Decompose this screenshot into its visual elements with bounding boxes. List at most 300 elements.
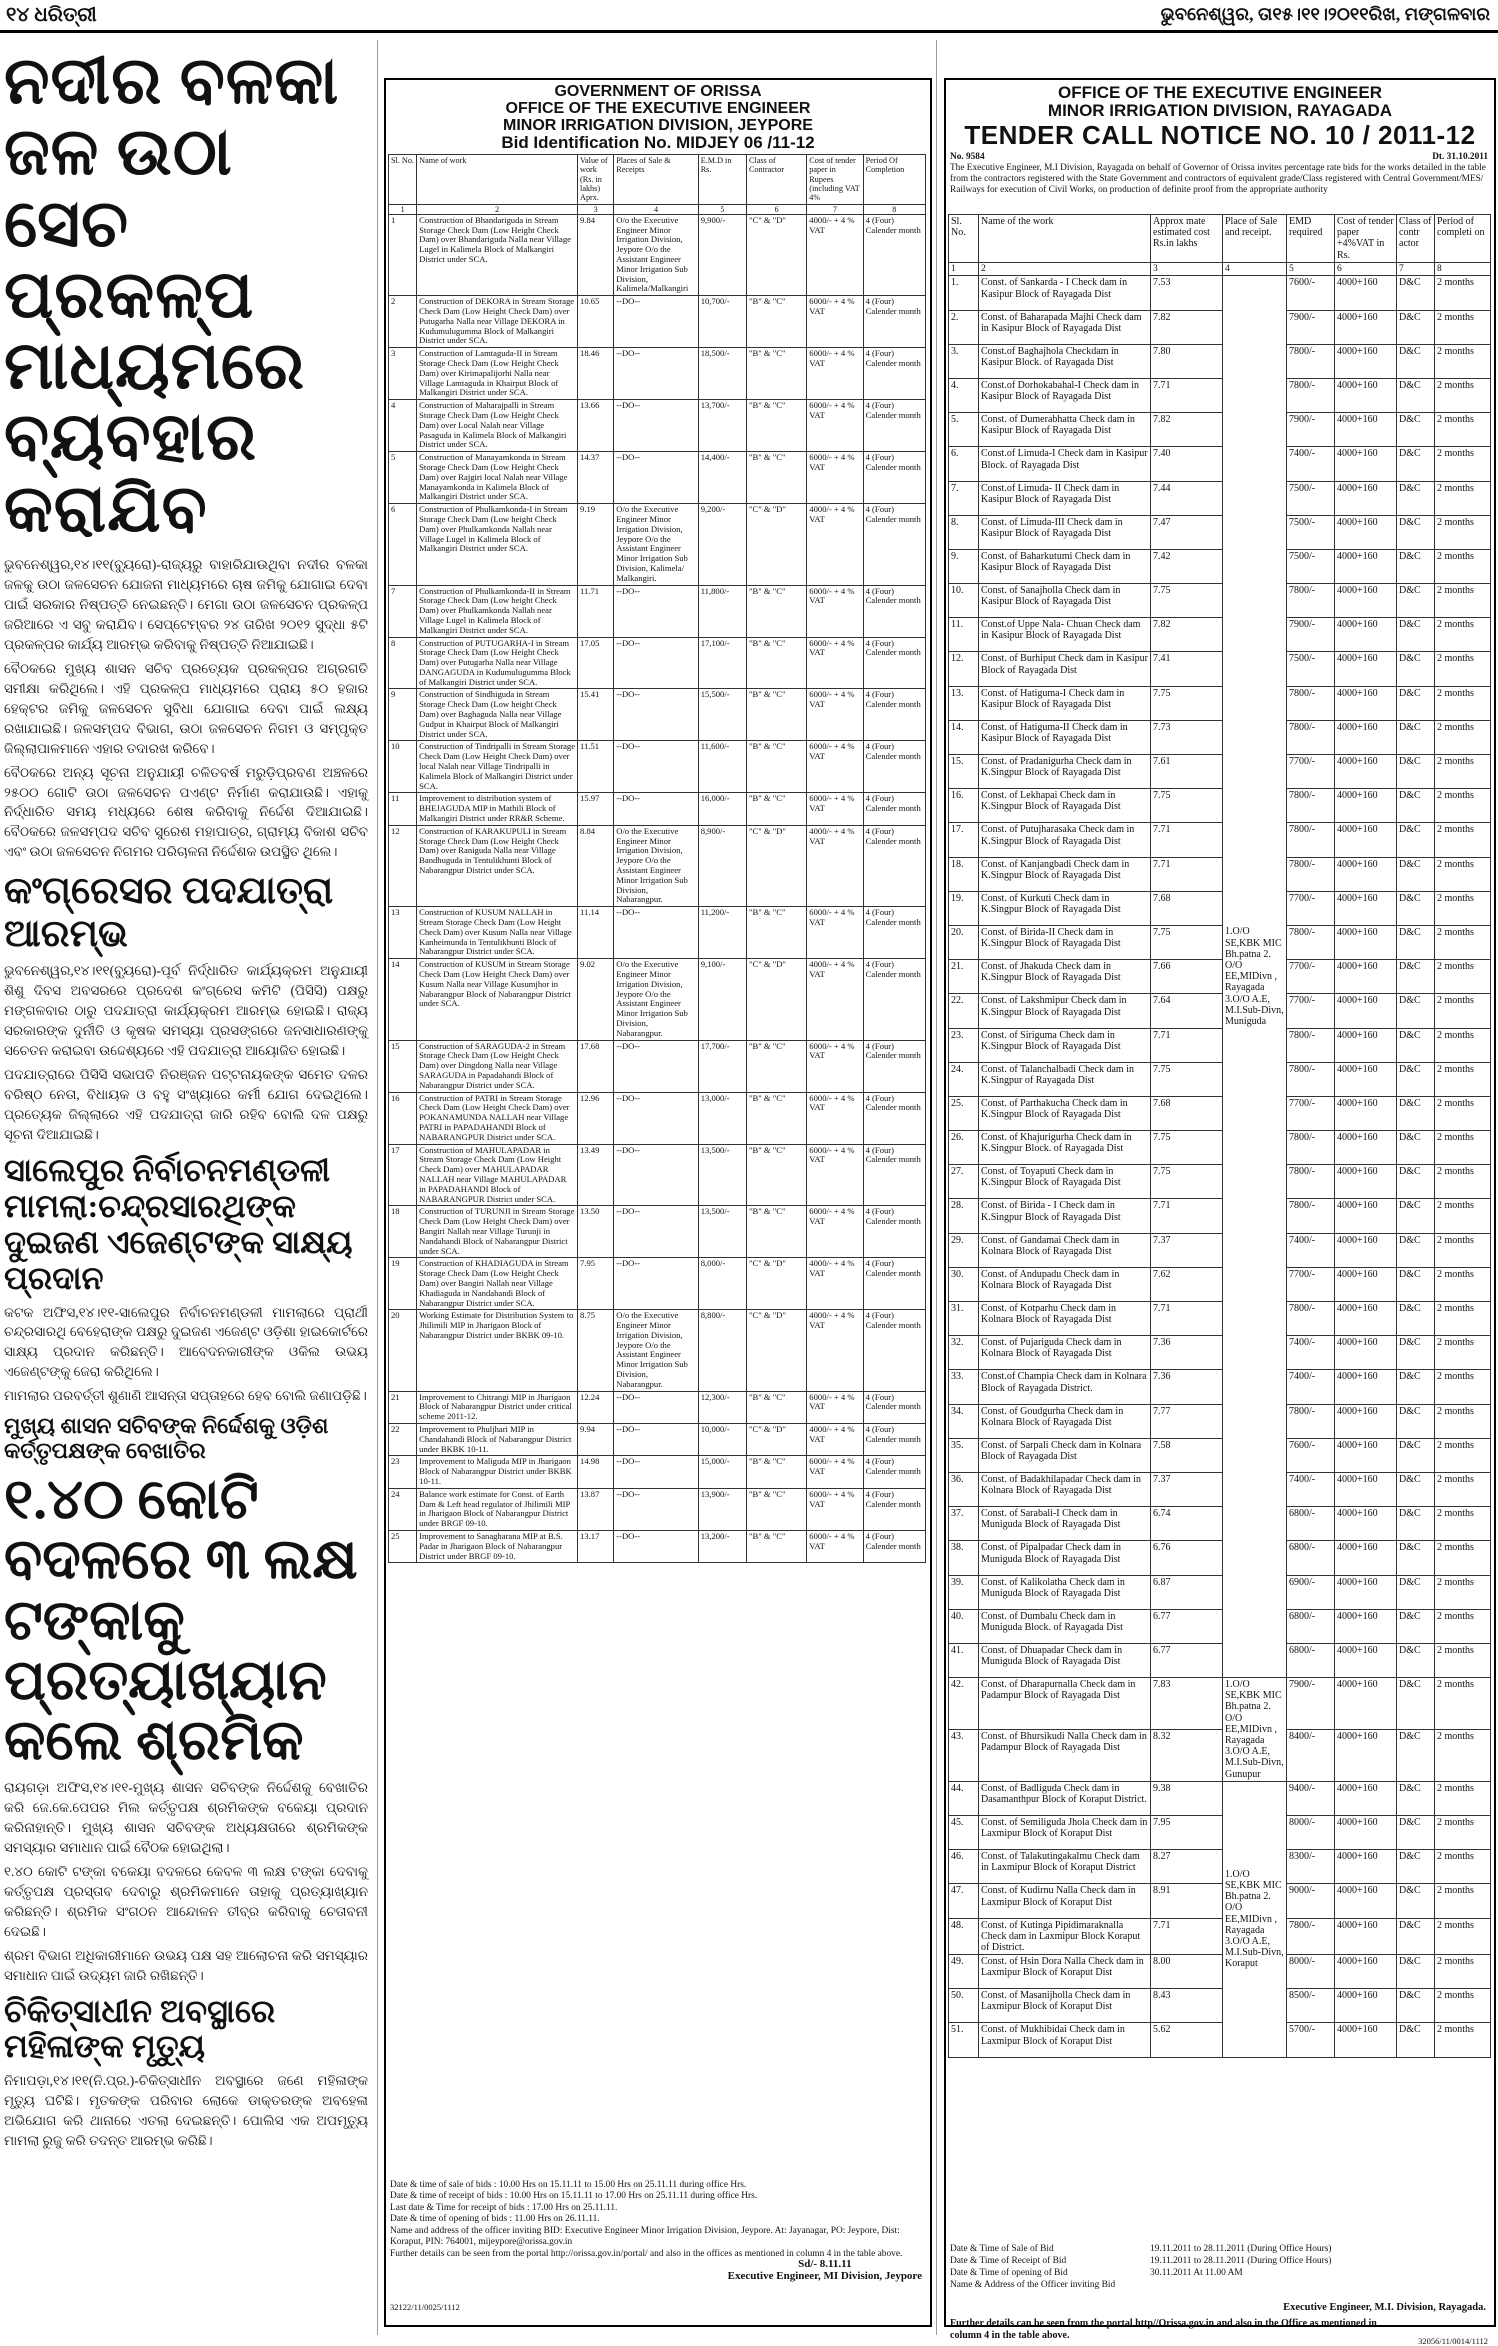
table-cell-tp: 4000+160 (1335, 686, 1397, 720)
table-row (949, 1096, 1491, 1130)
table-cell-period: 4 (Four) Calender month (863, 741, 925, 793)
table-cell-emd: 8400/- (1287, 1729, 1335, 1781)
table-cell-tp: 4000+160 (1335, 549, 1397, 583)
table-cell-cost: 6000/- + 4 % VAT (807, 741, 863, 793)
table-cell-cost: 8.91 (1151, 1884, 1223, 1918)
table-row (949, 1199, 1491, 1233)
table-cell-cls: D&C (1397, 1404, 1435, 1438)
table-cell-cost: 7.73 (1151, 720, 1223, 754)
table-cell-sl: 38. (949, 1541, 979, 1575)
column-header: Class of Contractor (746, 155, 806, 205)
table-cell-cls: "B" & "C" (746, 452, 806, 504)
table-row (389, 1310, 926, 1391)
table-cell-emd: 7400/- (1287, 1472, 1335, 1506)
table-cell-cls: D&C (1397, 1370, 1435, 1404)
table-cell-emd: 7700/- (1287, 1096, 1335, 1130)
table-cell-emd: 13,500/- (698, 1206, 746, 1258)
table-cell-work: Const. of Kalikolatha Check dam in Muniguda Block of Rayagada Dist (979, 1575, 1151, 1609)
table-row (389, 793, 926, 825)
table-cell-place: --DO-- (614, 585, 698, 637)
story-paragraph: ୧.୪୦ କୋଟି ଟଙ୍କା ବକେୟା ବଦଳରେ କେବଳ ୩ ଲକ୍ଷ ଟଙ୍କା ଦେବାକୁ କର୍ତ୍ତୃପକ୍ଷ ପ୍ରସ୍ତାବ ଦେବାରୁ ଶ୍ରମିକମାନେ ତାହାକୁ ପ୍ରତ୍ୟାଖ୍ୟାନ କରିଛନ୍ତି। ଶ୍ରମିକ ସଂଗଠନ ଆନ୍ଦୋଳନ ତୀବ୍ର କରିବାକୁ ଚେତାବନୀ ଦେଇଛି। (4, 1863, 368, 1939)
table-cell-cost: 4000/- + 4 % VAT (807, 825, 863, 906)
table-cell-sl: 12 (389, 825, 417, 906)
table-cell-work: Const. of Kanjangbadi Check dam in K.Singpur Block of Rayagada Dist (979, 857, 1151, 891)
signature-title: Executive Engineer, M.I. Division, Rayagada. (1283, 2302, 1486, 2313)
table-cell-work: Const. of Badakhilapadar Check dam in Kolnara Block of Rayagada Dist (979, 1472, 1151, 1506)
column-numbers (389, 204, 926, 214)
table-cell-cost: 7.68 (1151, 1096, 1223, 1130)
column-number: 4 (614, 204, 698, 214)
table-cell-period: 2 months (1435, 1028, 1491, 1062)
table-row (949, 857, 1491, 891)
table-cell-emd: 7800/- (1287, 789, 1335, 823)
table-cell-cls: D&C (1397, 584, 1435, 618)
table-cell-work: Construction of KARAKUPULI in Stream Storage Check Dam (Low Height Check Dam) over Raniguda Nalla near Village Bandhuguda in Tentulikhunti Block of Nabarangpur District under SCA. (417, 825, 578, 906)
table-cell-value: 13.66 (578, 400, 614, 452)
title-office: OFFICE OF THE EXECUTIVE ENGINEER (505, 99, 811, 117)
table-cell-emd: 10,000/- (698, 1424, 746, 1456)
table-cell-cost: 7.71 (1151, 1918, 1223, 1955)
table-cell-cost: 6000/- + 4 % VAT (807, 907, 863, 959)
table-cell-value: 7.95 (578, 1258, 614, 1310)
table-cell-cost: 6000/- + 4 % VAT (807, 1531, 863, 1563)
table-cell-period: 4 (Four) Calender month (863, 793, 925, 825)
table-cell-period: 2 months (1435, 1267, 1491, 1301)
table-row (949, 2023, 1491, 2057)
column-header: EMD required (1287, 215, 1335, 263)
table-row (949, 1729, 1491, 1781)
table-cell-sl: 15. (949, 755, 979, 789)
table-cell-cost: 7.47 (1151, 515, 1223, 549)
table-cell-tp: 4000+160 (1335, 1233, 1397, 1267)
table-cell-period: 4 (Four) Calender month (863, 452, 925, 504)
tender-table-wrap (948, 214, 1490, 2058)
table-cell-cost: 8.27 (1151, 1850, 1223, 1884)
table-cell-emd: 8,800/- (698, 1310, 746, 1391)
table-cell-cost: 6000/- + 4 % VAT (807, 1488, 863, 1530)
table-cell-period: 2 months (1435, 1989, 1491, 2023)
column-number: 8 (863, 204, 925, 214)
table-cell-period: 2 months (1435, 857, 1491, 891)
headline-congress: କଂଗ୍ରେସର ପଦଯାତ୍ରା ଆରମ୍ଭ (4, 870, 334, 955)
table-cell-work: Construction of MAHULAPADAR in Stream Storage Check Dam (Low Height Check Dam) over MAHULAPADAR NALLAH near Village MAHULAPADAR in PAPADAHANDI Block of NABARANGPUR District under SCA. (417, 1144, 578, 1206)
table-cell-work: Const. of Lakshmipur Check dam in K.Singpur Block of Rayagada Dist (979, 994, 1151, 1028)
table-cell-cls: "C" & "D" (746, 1424, 806, 1456)
table-cell-emd: 18,500/- (698, 348, 746, 400)
table-cell-cost: 7.75 (1151, 1131, 1223, 1165)
table-cell-period: 2 months (1435, 1729, 1491, 1781)
tender-table (948, 214, 1491, 2058)
table-cell-emd: 7800/- (1287, 1131, 1335, 1165)
table-cell-work: Const. of Kudirnu Nalla Check dam in Laxmipur Block of Koraput Dist (979, 1884, 1151, 1918)
table-cell-cost: 6.77 (1151, 1609, 1223, 1643)
table-cell-cls: D&C (1397, 789, 1435, 823)
table-cell-cls: D&C (1397, 1062, 1435, 1096)
table-cell-value: 12.24 (578, 1391, 614, 1423)
table-row (389, 689, 926, 741)
table-cell-work: Construction of PATRI in Stream Storage Check Dam (Low Height Check Dam) over POKANAMUNDA NALLAH near Village PATRI in PAPADAHANDI Block of NABARANGPUR District under SCA. (417, 1092, 578, 1144)
table-row (949, 584, 1491, 618)
table-cell-period: 2 months (1435, 344, 1491, 378)
table-cell-tp: 4000+160 (1335, 1472, 1397, 1506)
column-number: 5 (698, 204, 746, 214)
table-cell-cls: D&C (1397, 1199, 1435, 1233)
table-cell-place: --DO-- (614, 689, 698, 741)
table-cell-period: 2 months (1435, 891, 1491, 925)
table-cell-value: 18.46 (578, 348, 614, 400)
table-cell-period: 2 months (1435, 686, 1491, 720)
title-division: MINOR IRRIGATION DIVISION, RAYAGADA (1047, 100, 1393, 120)
table-cell-cost: 6000/- + 4 % VAT (807, 637, 863, 689)
table-cell-work: Improvement to Sanagharana MIP at B.S. Padar in Jharigaon Block of Nabarangpur District under BRGF 09-10. (417, 1531, 578, 1563)
table-row (389, 1144, 926, 1206)
table-cell-period: 4 (Four) Calender month (863, 637, 925, 689)
table-cell-cls: D&C (1397, 276, 1435, 310)
table-cell-cls: D&C (1397, 1165, 1435, 1199)
table-cell-emd: 7400/- (1287, 1336, 1335, 1370)
signature-date: Sd/- 8.11.11 (798, 2258, 852, 2270)
table-cell-period: 4 (Four) Calender month (863, 1456, 925, 1488)
table-row (949, 925, 1491, 959)
table-cell-work: Const. of Kurkuti Check dam in K.Singpur Block of Rayagada Dist (979, 891, 1151, 925)
table-cell-sl: 11. (949, 618, 979, 652)
table-cell-sl: 48. (949, 1918, 979, 1955)
table-cell-cost: 7.71 (1151, 1302, 1223, 1336)
table-cell-cost: 7.75 (1151, 789, 1223, 823)
table-cell-tp: 4000+160 (1335, 1267, 1397, 1301)
table-cell-work: Construction of SARAGUDA-2 in Stream Storage Check Dam (Low Height Check Dam) over Dingdong Nalla near Village SARAGUDA in Papadahandi Block of Nabarangpur District under SCA. (417, 1040, 578, 1092)
table-cell-place: --DO-- (614, 1488, 698, 1530)
table-row (949, 823, 1491, 857)
page-header (0, 0, 1498, 33)
table-cell-sl: 24 (389, 1488, 417, 1530)
column-number: 6 (1335, 262, 1397, 276)
table-row (389, 1040, 926, 1092)
story-paragraph: କଟକ ଅଫିସ,୧୪।୧୧-ସାଲେପୁର ନିର୍ବାଚନମଣ୍ଡଳୀ ମାମଲାରେ ପ୍ରାର୍ଥୀ ଚନ୍ଦ୍ରସାରଥି ବେହେରାଙ୍କ ପକ୍ଷରୁ ଦୁଇଜଣ ଏଜେଣ୍ଟ ଓଡ଼ିଶା ହାଇକୋର୍ଟରେ ସାକ୍ଷ୍ୟ ପ୍ରଦାନ କରିଛନ୍ତି। ଆବେଦନକାରୀଙ୍କ ଓକିଲ ଉଭୟ ଏଜେଣ୍ଟଙ୍କୁ ଜେରା କରିଥିଲେ। (4, 1304, 368, 1380)
table-cell-cost: 4000/- + 4 % VAT (807, 959, 863, 1040)
table-cell-cls: D&C (1397, 720, 1435, 754)
table-row (949, 960, 1491, 994)
table-cell-emd: 7400/- (1287, 1370, 1335, 1404)
notice-date: Dt. 31.10.2011 (1432, 152, 1488, 162)
column-number: 4 (1223, 262, 1287, 276)
column-number: 1 (389, 204, 417, 214)
table-cell-sl: 1 (389, 214, 417, 295)
table-cell-work: Const. of Sarpali Check dam in Kolnara Block of Rayagada Dist (979, 1438, 1151, 1472)
table-cell-period: 2 months (1435, 1062, 1491, 1096)
table-cell-period: 4 (Four) Calender month (863, 689, 925, 741)
table-cell-sl: 49. (949, 1955, 979, 1989)
table-cell-cost: 7.71 (1151, 1199, 1223, 1233)
table-cell-place: O/o the Executive Engineer Minor Irrigation Division, Jeypore O/o the Assistant Engineer Minor Irrigation Sub Division, Kalimela/Malkangiri (614, 214, 698, 295)
table-cell-cost: 6000/- + 4 % VAT (807, 348, 863, 400)
table-cell-sl: 26. (949, 1131, 979, 1165)
table-cell-cls: "C" & "D" (746, 214, 806, 295)
table-cell-tp: 4000+160 (1335, 1643, 1397, 1677)
table-row (389, 1456, 926, 1488)
table-cell-emd: 7400/- (1287, 1233, 1335, 1267)
table-row (389, 907, 926, 959)
table-cell-sl: 42. (949, 1678, 979, 1730)
table-cell-period: 4 (Four) Calender month (863, 504, 925, 585)
schedule-value: 30.11.2011 At 11.00 AM (1150, 2267, 1243, 2278)
story-paragraph: ଭୁବନେଶ୍ୱର,୧୪।୧୧(ବ୍ୟୁରୋ)-ରାଜ୍ୟରୁ ବାହାରିଯାଉଥିବା ନଦୀର ବଳକା ଜଳକୁ ଉଠା ଜଳସେଚନ ଯୋଜନା ମାଧ୍ୟମରେ ଚାଷ ଜମିକୁ ଯୋଗାଇ ଦେବା ପାଇଁ ସରକାର ନିଷ୍ପତ୍ତି ନେଇଛନ୍ତି। ମେଗା ଉଠା ଜଳସେଚନ ପ୍ରକଳ୍ପ ଜରିଆରେ ଏ ସବୁ କରାଯିବ। ସେପ୍ଟେମ୍ବର ୨୪ ତାରିଖ ୨୦୧୨ ସୁଦ୍ଧା ୫ଟି ପ୍ରକଳ୍ପର କାର୍ଯ୍ୟ ଆରମ୍ଭ କରିବାକୁ ନିଷ୍ପତ୍ତି ନିଆଯାଇଛି। (4, 556, 368, 652)
table-cell-emd: 7400/- (1287, 447, 1335, 481)
table-cell-emd: 9400/- (1287, 1781, 1335, 1815)
table-cell-sl: 12. (949, 652, 979, 686)
table-cell-emd: 8000/- (1287, 1815, 1335, 1849)
story-paragraph: ନିମାପଡ଼ା,୧୪।୧୧(ନି.ପ୍ର.)-ଚିକିତ୍ସାଧୀନ ଅବସ୍ଥାରେ ଜଣେ ମହିଳାଙ୍କ ମୃତ୍ୟୁ ଘଟିଛି। ମୃତକଙ୍କ ପରିବାର ଲୋକେ ଡାକ୍ତରଙ୍କ ଅବହେଳା ଅଭିଯୋଗ କରି ଥାନାରେ ଏତଲା ଦେଇଛନ୍ତି। ପୋଲିସ ଏକ ଅପମୃତ୍ୟୁ ମାମଲା ରୁଜୁ କରି ତଦନ୍ତ ଆରମ୍ଭ କରିଛି। (4, 2073, 368, 2149)
story-paragraph: ଶ୍ରମ ବିଭାଗ ଅଧିକାରୀମାନେ ଉଭୟ ପକ୍ଷ ସହ ଆଲୋଚନା କରି ସମସ୍ୟାର ସମାଧାନ ପାଇଁ ଉଦ୍ୟମ ଜାରି ରଖିଛନ୍ତି। (4, 1947, 368, 1983)
table-cell-cost: 8.32 (1151, 1729, 1223, 1781)
table-cell-sl: 36. (949, 1472, 979, 1506)
column-number: 3 (578, 204, 614, 214)
table-cell-cost: 4000/- + 4 % VAT (807, 1258, 863, 1310)
schedule-line (950, 2268, 1488, 2280)
schedule-line: Date & time of opening of bids : 11.00 Hrs on 26.11.11. (390, 2214, 600, 2225)
table-cell-period: 4 (Four) Calender month (863, 585, 925, 637)
table-cell-period: 4 (Four) Calender month (863, 1424, 925, 1456)
table-cell-cost: 7.68 (1151, 891, 1223, 925)
table-cell-cls: "C" & "D" (746, 959, 806, 1040)
table-cell-cost: 7.83 (1151, 1678, 1223, 1730)
story-paragraph: ରାୟଗଡ଼ା ଅଫିସ,୧୪।୧୧-ମୁଖ୍ୟ ଶାସନ ସଚିବଙ୍କ ନିର୍ଦ୍ଦେଶକୁ ବେଖାତିର କରି ଜେ.କେ.ପେପର ମିଲ କର୍ତ୍ତୃପକ୍ଷ ଶ୍ରମିକଙ୍କ ବକେୟା ପ୍ରଦାନ କରିନାହାନ୍ତି। ମୁଖ୍ୟ ଶାସନ ସଚିବଙ୍କ ଅଧ୍ୟକ୍ଷତାରେ ଶ୍ରମିକଙ୍କ ସମସ୍ୟାର ସମାଧାନ ପାଇଁ ବୈଠକ ହୋଇଥିଲା। (4, 1779, 368, 1855)
table-cell-tp: 4000+160 (1335, 447, 1397, 481)
table-cell-tp: 4000+160 (1335, 1165, 1397, 1199)
table-row (949, 481, 1491, 515)
table-cell-emd: 7500/- (1287, 515, 1335, 549)
table-cell-work: Const. of Andupadu Check dam in Kolnara Block of Rayagada Dist (979, 1267, 1151, 1301)
table-cell-work: Construction of Bhandariguda in Stream Storage Check Dam (Low Height Check Dam) over Bhandariguda Nalla near Village Lugel in Kalimela Block of Malkangiri District under SCA. (417, 214, 578, 295)
table-cell-emd: 16,000/- (698, 793, 746, 825)
table-cell-emd: 7500/- (1287, 652, 1335, 686)
table-cell-cls: "B" & "C" (746, 1092, 806, 1144)
table-cell-tp: 4000+160 (1335, 2023, 1397, 2057)
story-paragraph: ପଦଯାତ୍ରାରେ ପିସିସି ସଭାପତି ନିରଞ୍ଜନ ପଟ୍ଟନାୟକଙ୍କ ସମେତ ଦଳର ବରିଷ୍ଠ ନେତା, ବିଧାୟକ ଓ ବହୁ ସଂଖ୍ୟାରେ କର୍ମୀ ଯୋଗ ଦେଇଥିଲେ। ପ୍ରତ୍ୟେକ ଜିଲ୍ଲାରେ ଏହି ପଦଯାତ୍ରା ଜାରି ରହିବ ବୋଲି ଦଳ ପକ୍ଷରୁ ସୂଚନା ଦିଆଯାଇଛି। (4, 1067, 368, 1143)
column-header: Period Of Completion (863, 155, 925, 205)
notice-number: No. 9584 (950, 152, 985, 162)
table-row (949, 1989, 1491, 2023)
table-cell-period: 2 months (1435, 2023, 1491, 2057)
table-cell-period: 2 months (1435, 1131, 1491, 1165)
table-cell-sl: 19. (949, 891, 979, 925)
table-cell-sl: 20 (389, 1310, 417, 1391)
table-cell-cls: "B" & "C" (746, 741, 806, 793)
table-cell-work: Const.of Baghajhola Checkdam in Kasipur Block. of Rayagada Dist (979, 344, 1151, 378)
table-cell-emd: 7800/- (1287, 857, 1335, 891)
table-row (949, 1472, 1491, 1506)
table-row (949, 994, 1491, 1028)
table-cell-sl: 35. (949, 1438, 979, 1472)
table-cell-cls: "B" & "C" (746, 348, 806, 400)
table-cell-cost: 7.82 (1151, 413, 1223, 447)
table-cell-sl: 15 (389, 1040, 417, 1092)
table-row (949, 1643, 1491, 1677)
table-cell-value: 9.84 (578, 214, 614, 295)
table-cell-place: --DO-- (614, 1456, 698, 1488)
table-cell-cls: "B" & "C" (746, 400, 806, 452)
headline-irrigation: ନଦୀର ବଳକା ଜଳ ଉଠା ସେଚ ପ୍ରକଳ୍ପ ମାଧ୍ୟମରେ ବ୍ୟବହାର କରାଯିବ (4, 45, 340, 546)
table-row (949, 1884, 1491, 1918)
table-row (949, 1850, 1491, 1884)
table-row (949, 447, 1491, 481)
table-row (389, 452, 926, 504)
table-cell-work: Construction of DEKORA in Stream Storage Check Dam (Low Height Check Dam) over Putugarha Nalla near Village DEKORA in Kudumulugumma Block of Malkangiri District under SCA. (417, 296, 578, 348)
table-cell-place: --DO-- (614, 1258, 698, 1310)
table-cell-value: 11.71 (578, 585, 614, 637)
table-cell-period: 2 months (1435, 652, 1491, 686)
table-cell-value: 13.50 (578, 1206, 614, 1258)
table-cell-sl: 41. (949, 1643, 979, 1677)
table-cell-tp: 4000+160 (1335, 1336, 1397, 1370)
table-cell-period: 2 months (1435, 1096, 1491, 1130)
table-cell-place: --DO-- (614, 1531, 698, 1563)
table-cell-work: Construction of Manayamkonda in Stream Storage Check Dam (Low Height Check Dam) over Rajgiri local Nalah near Village Manayamkonda in Kalimela Block of Malkangiri District under SCA. (417, 452, 578, 504)
table-row (949, 413, 1491, 447)
table-cell-cost: 6.74 (1151, 1507, 1223, 1541)
table-cell-work: Const. of Parthakucha Check dam in K.Singpur Block of Rayagada Dist (979, 1096, 1151, 1130)
table-cell-cls: D&C (1397, 686, 1435, 720)
table-cell-cost: 7.44 (1151, 481, 1223, 515)
table-cell-period: 2 months (1435, 1884, 1491, 1918)
table-cell-sl: 17. (949, 823, 979, 857)
schedule-line: Further details can be seen from the portal http://orissa.gov.in/portal/ and also in the offices as mentioned in column 4 in the table above. (390, 2248, 903, 2259)
table-cell-emd: 12,300/- (698, 1391, 746, 1423)
table-cell-emd: 7700/- (1287, 960, 1335, 994)
headline-death: ଚିକିତ୍ସାଧୀନ ଅବସ୍ଥାରେ ମହିଳାଙ୍କ ମୃତ୍ୟୁ (4, 1992, 276, 2065)
table-cell-emd: 9000/- (1287, 1884, 1335, 1918)
table-row (949, 1815, 1491, 1849)
table-cell-sl: 14. (949, 720, 979, 754)
bid-table-wrap (388, 154, 926, 1563)
table-cell-sl: 9 (389, 689, 417, 741)
table-cell-value: 8.75 (578, 1310, 614, 1391)
table-cell-period: 4 (Four) Calender month (863, 1092, 925, 1144)
table-cell-period: 2 months (1435, 1370, 1491, 1404)
table-cell-period: 2 months (1435, 413, 1491, 447)
table-cell-cls: D&C (1397, 960, 1435, 994)
table-cell-emd: 6800/- (1287, 1541, 1335, 1575)
table-cell-emd: 8300/- (1287, 1850, 1335, 1884)
table-cell-tp: 4000+160 (1335, 344, 1397, 378)
table-cell-cost: 7.75 (1151, 1165, 1223, 1199)
table-row (949, 686, 1491, 720)
schedule-value: 19.11.2011 to 28.11.2011 (During Office Hours) (1150, 2255, 1332, 2266)
story-paragraph: ଭୁବନେଶ୍ୱର,୧୪।୧୧(ବ୍ୟୁରୋ)-ପୂର୍ବ ନିର୍ଦ୍ଧାରିତ କାର୍ଯ୍ୟକ୍ରମ ଅନୁଯାୟୀ ଶିଶୁ ଦିବସ ଅବସରରେ ପ୍ରଦେଶ କଂଗ୍ରେସ କମିଟି (ପିସିସି) ପକ୍ଷରୁ ମଙ୍ଗଳବାର ଠାରୁ ପଦଯାତ୍ରା କାର୍ଯ୍ୟକ୍ରମ ଆରମ୍ଭ ହୋଇଛି। ରାଜ୍ୟ ସରକାରଙ୍କ ଦୁର୍ନୀତି ଓ କୃଷକ ସମସ୍ୟା ପ୍ରସଙ୍ଗରେ ଜନସାଧାରଣଙ୍କୁ ସଚେତନ କରାଇବା ଉଦ୍ଦେଶ୍ୟରେ ଏହି ପଦଯାତ୍ରା ଆୟୋଜିତ ହୋଇଛି। (4, 963, 368, 1059)
table-cell-tp: 4000+160 (1335, 1507, 1397, 1541)
table-cell-period: 4 (Four) Calender month (863, 1040, 925, 1092)
table-row (949, 1165, 1491, 1199)
table-cell-cls: D&C (1397, 1884, 1435, 1918)
column-number: 8 (1435, 262, 1491, 276)
table-cell-cost: 7.75 (1151, 1062, 1223, 1096)
table-cell-emd: 13,500/- (698, 1144, 746, 1206)
story-paragraph: ବୈଠକରେ ମୁଖ୍ୟ ଶାସନ ସଚିବ ପ୍ରତ୍ୟେକ ପ୍ରକଳ୍ପର ଅଗ୍ରଗତି ସମୀକ୍ଷା କରିଥିଲେ। ଏହି ପ୍ରକଳ୍ପ ମାଧ୍ୟମରେ ପ୍ରାୟ ୫୦ ହଜାର ହେକ୍ଟର ଜମିକୁ ଜଳସେଚନ ସୁବିଧା ଯୋଗାଇ ଦେବା ପାଇଁ ଲକ୍ଷ୍ୟ ରଖାଯାଇଛି। ଜଳସମ୍ପଦ ବିଭାଗ, ଉଠା ଜଳସେଚନ ନିଗମ ଓ ସମ୍ପୃକ୍ତ ଜିଲ୍ଲାପାଳମାନେ ଏହାର ତଦାରଖ କରିବେ। (4, 660, 368, 756)
table-cell-cost: 7.77 (1151, 1404, 1223, 1438)
table-cell-period: 2 months (1435, 1918, 1491, 1955)
further-details: Further details can be seen from the portal http//Orissa.gov.in and also in the Office as mentioned in column 4 in the table above. (950, 2318, 1377, 2341)
table-cell-tp: 4000+160 (1335, 1884, 1397, 1918)
table-cell-cost: 6.77 (1151, 1643, 1223, 1677)
schedule-key: Date & Time of Sale of Bid (950, 2244, 1054, 2254)
table-cell-emd: 7900/- (1287, 413, 1335, 447)
table-cell-period: 2 months (1435, 549, 1491, 583)
notice-text: The Executive Engineer, M.I Division, Rayagada on behalf of Governor of Orissa invites percentage rate bids for the works detailed in the table from the contractors registered with the State Government and contractors of equivalent grade/Class registered with Central Government/MES/ Railways for execution of Civil Works, on production of definite proof from the appropriate authority (950, 162, 1486, 195)
table-cell-tp: 4000+160 (1335, 960, 1397, 994)
table-cell-emd: 9,900/- (698, 214, 746, 295)
table-row (949, 1233, 1491, 1267)
column-header: Places of Sale & Receipts (614, 155, 698, 205)
table-cell-tp: 4000+160 (1335, 1729, 1397, 1781)
headline-salepur: ସାଲେପୁର ନିର୍ବାଚନମଣ୍ଡଳୀ ମାମଲା:ଚନ୍ଦ୍ରସାରଥିଙ୍କ ଦୁଇଜଣ ଏଜେଣ୍ଟଙ୍କ ସାକ୍ଷ୍ୟ ପ୍ରଦାନ (4, 1152, 353, 1296)
table-cell-tp: 4000+160 (1335, 1096, 1397, 1130)
table-cell-work: Const. of Sarabali-I Check dam in Muniguda Block of Rayagada Dist (979, 1507, 1151, 1541)
table-cell-cost: 7.64 (1151, 994, 1223, 1028)
table-cell-sl: 21 (389, 1391, 417, 1423)
table-cell-work: Const.of Uppe Nala- Chuan Check dam in Kasipur Block of Rayagada Dist (979, 618, 1151, 652)
table-cell-emd: 7800/- (1287, 1165, 1335, 1199)
table-cell-value: 15.41 (578, 689, 614, 741)
table-row (949, 1302, 1491, 1336)
table-cell-sl: 4. (949, 378, 979, 412)
table-cell-place: O/o the Executive Engineer Minor Irrigation Division, Jeypore O/o the Assistant Engineer Minor Irrigation Sub Division, Kalimela/ Malkangiri. (614, 504, 698, 585)
table-row (949, 720, 1491, 754)
table-cell-tp: 4000+160 (1335, 720, 1397, 754)
table-cell-sl: 17 (389, 1144, 417, 1206)
table-cell-cost: 7.41 (1151, 652, 1223, 686)
table-cell-emd: 5700/- (1287, 2023, 1335, 2057)
table-cell-emd: 8,000/- (698, 1258, 746, 1310)
table-row (949, 310, 1491, 344)
column-header: Sl. No. (949, 215, 979, 263)
table-cell-period: 4 (Four) Calender month (863, 348, 925, 400)
column-header: Sl. No. (389, 155, 417, 205)
table-row (389, 1424, 926, 1456)
table-cell-emd: 7800/- (1287, 344, 1335, 378)
column-numbers (949, 262, 1491, 276)
table-cell-period: 2 months (1435, 925, 1491, 959)
schedule-key: Name & Address of the Officer inviting Bid (950, 2279, 1116, 2290)
table-cell-cls: D&C (1397, 1781, 1435, 1815)
table-cell-cls: D&C (1397, 1507, 1435, 1541)
notice-intro (950, 152, 1488, 196)
table-cell-emd: 7800/- (1287, 1404, 1335, 1438)
column-header: Cost of tender paper in Rupees (including VAT 4% (807, 155, 863, 205)
table-cell-cost: 7.42 (1151, 549, 1223, 583)
table-cell-value: 9.94 (578, 1424, 614, 1456)
table-cell-sl: 10. (949, 584, 979, 618)
table-cell-sl: 13 (389, 907, 417, 959)
table-cell-place: --DO-- (614, 348, 698, 400)
table-cell-cls: "B" & "C" (746, 1206, 806, 1258)
table-cell-emd: 15,000/- (698, 1456, 746, 1488)
table-cell-tp: 4000+160 (1335, 1609, 1397, 1643)
table-cell-value: 8.84 (578, 825, 614, 906)
table-cell-sl: 27. (949, 1165, 979, 1199)
tender-table-body (949, 276, 1491, 2057)
table-cell-work: Construction of Lamtaguda-II in Stream Storage Check Dam (Low Height Check Dam) over Kirimapalijorhi Nalla near Village Lamtaguda in Khairput Block of Malkangiri District under SCA. (417, 348, 578, 400)
table-cell-tp: 4000+160 (1335, 1438, 1397, 1472)
table-cell-sl: 1. (949, 276, 979, 310)
column-rule (377, 40, 378, 2335)
table-cell-work: Const. of Kutinga Pipidimaraknalla Check dam in Laxmipur Block Koraput of District. (979, 1918, 1151, 1955)
table-row (949, 1028, 1491, 1062)
table-cell-cls: D&C (1397, 1575, 1435, 1609)
issue-date: ଭୁବନେଶ୍ୱର, ତା୧୫।୧୧।୨୦୧୧ରିଖ, ମଙ୍ଗଳବାର (1160, 4, 1490, 24)
table-cell-sl: 44. (949, 1781, 979, 1815)
table-cell-cls: "C" & "D" (746, 1310, 806, 1391)
table-cell-value: 13.17 (578, 1531, 614, 1563)
